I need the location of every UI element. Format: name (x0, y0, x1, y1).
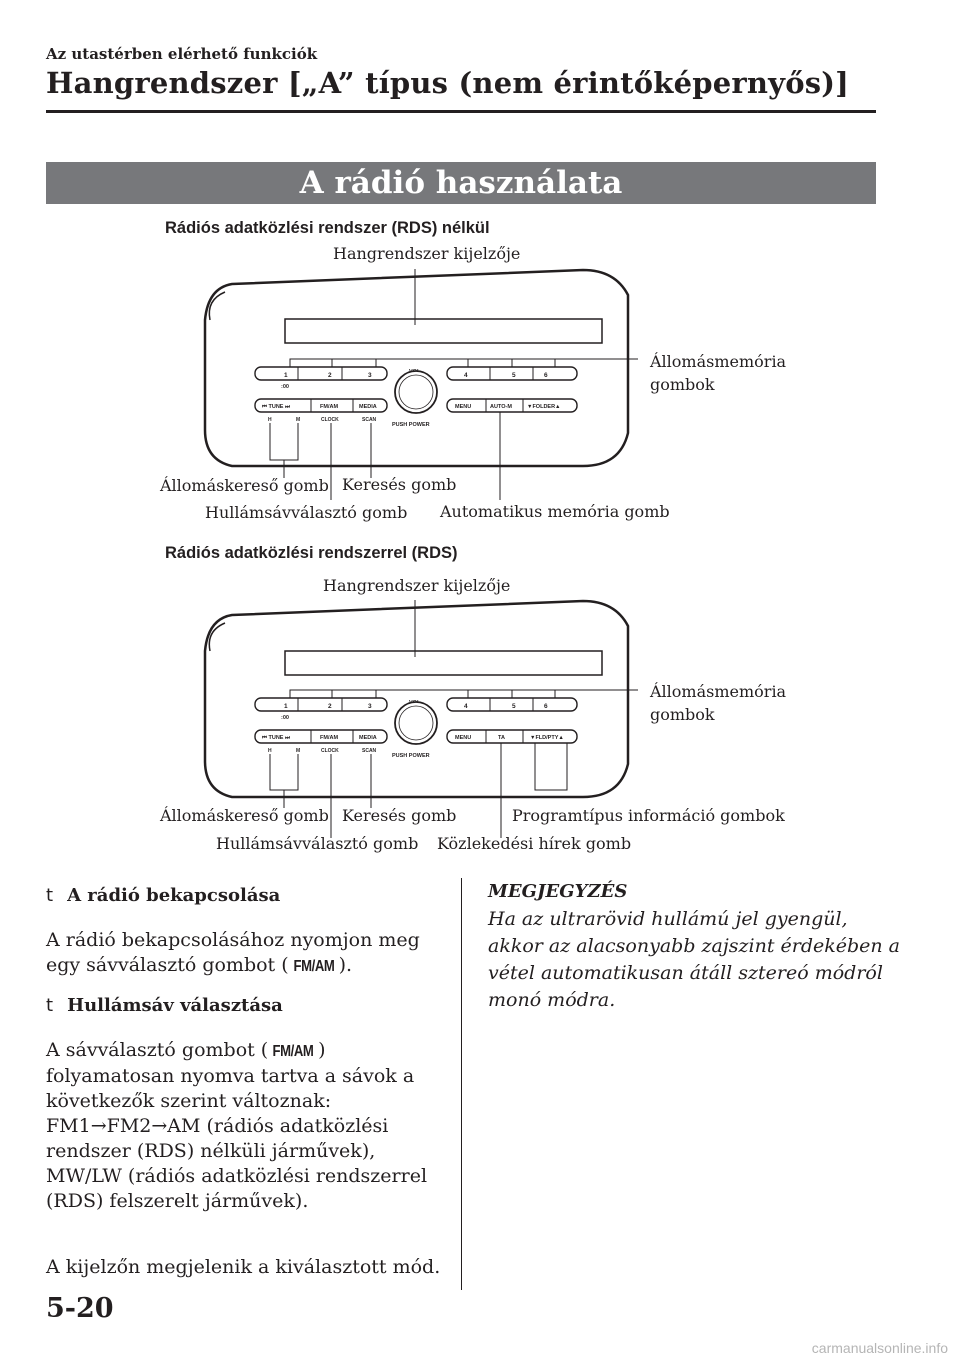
callout-pty: Programtípus információ gombok (512, 806, 785, 825)
sub-label-scan: SCAN (362, 748, 377, 754)
sub-label-m: M (296, 748, 301, 754)
tune-button[interactable]: ⏮ TUNE ⏭ (262, 404, 290, 410)
sub-label-clock: CLOCK (321, 417, 339, 423)
menu-button[interactable]: MENU (455, 404, 472, 410)
callout-tune: Állomáskereső gomb (160, 476, 329, 495)
preset-6-button[interactable]: 6 (544, 372, 548, 379)
figure-heading: Rádiós adatközlési rendszer (RDS) nélkül (165, 219, 490, 237)
callout-display: Hangrendszer kijelzője (333, 244, 521, 263)
preset-5-button[interactable]: 5 (512, 703, 516, 710)
auto-m-button[interactable]: AUTO-M (490, 404, 512, 410)
media-button[interactable]: MEDIA (359, 735, 377, 741)
push-power-label: PUSH POWER (392, 422, 430, 428)
sub-label-scan: SCAN (362, 417, 377, 423)
note-title: MEGJEGYZÉS (488, 881, 628, 902)
sub-label-clock: CLOCK (321, 748, 339, 754)
fm-am-button[interactable]: FM/AM (320, 404, 339, 410)
sub-label-00: :00 (281, 715, 289, 721)
band-final-line: A kijelzőn megjelenik a kiválasztott mód. (46, 1256, 441, 1278)
preset-1-button[interactable]: 1 (284, 703, 288, 710)
radio-diagram-rds (0, 540, 960, 870)
callout-scan: Keresés gomb (342, 475, 457, 494)
preset-1-button[interactable]: 1 (284, 372, 288, 379)
preset-4-button[interactable]: 4 (464, 703, 468, 710)
watermark: carmanualsonline.info (811, 1340, 948, 1356)
fld-pty-button[interactable]: ▼FLD/PTY▲ (530, 735, 564, 741)
power-on-paragraph: A rádió bekapcsolásához nyomjon meg egy sávválasztó gombot ( FM/AM ). (46, 928, 451, 979)
preset-6-button[interactable]: 6 (544, 703, 548, 710)
ta-button[interactable]: TA (498, 735, 505, 741)
preset-5-button[interactable]: 5 (512, 372, 516, 379)
preset-4-button[interactable]: 4 (464, 372, 468, 379)
preset-3-button[interactable]: 3 (368, 372, 372, 379)
sub-label-00: :00 (281, 384, 289, 390)
callout-scan: Keresés gomb (342, 806, 457, 825)
callout-presets: Állomásmemória (650, 682, 787, 701)
fm-am-key-glyph: FM/AM (272, 1043, 314, 1060)
folder-button[interactable]: ▼FOLDER▲ (527, 404, 561, 410)
preset-3-button[interactable]: 3 (368, 703, 372, 710)
note-text: Ha az ultrarövid hullámú jel gyengül, akkor az alacsonyabb zajszint érdekében a vétel automatikusan átáll sztereó módról monó módra. (488, 908, 900, 1011)
menu-button[interactable]: MENU (455, 735, 472, 741)
callout-band: Hullámsávválasztó gomb (205, 503, 408, 522)
preset-2-button[interactable]: 2 (328, 703, 332, 710)
push-power-label: PUSH POWER (392, 753, 430, 759)
callout-tune: Állomáskereső gomb (160, 806, 329, 825)
sub-label-m: M (296, 417, 301, 423)
callout-display: Hangrendszer kijelzője (323, 576, 511, 595)
section-heading-power-on: t A rádió bekapcsolása (46, 885, 281, 906)
volume-knob[interactable] (395, 371, 437, 413)
callout-band: Hullámsávválasztó gomb (216, 834, 419, 853)
callout-automem: Automatikus memória gomb (440, 502, 670, 521)
band-paragraph: A sávválasztó gombot ( FM/AM ) folyamatosan nyomva tartva a sávok a következők szerint változnak: FM1→FM2→AM (rádiós adatközlési rendszer (RDS) nélküli járművek), MW/LW (rádiós adatközlési rendszerrel (RDS) felszerelt járművek). (46, 1039, 428, 1212)
breadcrumb: Az utastérben elérhető funkciók (46, 45, 318, 63)
page-number: 5-20 (46, 1293, 114, 1324)
column-divider (461, 878, 462, 1290)
preset-2-button[interactable]: 2 (328, 372, 332, 379)
media-button[interactable]: MEDIA (359, 404, 377, 410)
callout-ta: Közlekedési hírek gomb (437, 834, 632, 853)
callout-presets: Állomásmemória (650, 352, 787, 371)
volume-knob[interactable] (395, 702, 437, 744)
sub-label-h: H (268, 748, 272, 754)
page-title: Hangrendszer [„A” típus (nem érintőképernyős)] (46, 66, 850, 100)
figure-heading: Rádiós adatközlési rendszerrel (RDS) (165, 544, 458, 562)
callout-presets-line2: gombok (650, 375, 715, 394)
fm-am-key-glyph: FM/AM (293, 958, 335, 975)
fm-am-button[interactable]: FM/AM (320, 735, 339, 741)
section-banner: A rádió használata (46, 162, 876, 204)
sub-label-h: H (268, 417, 272, 423)
tune-button[interactable]: ⏮ TUNE ⏭ (262, 735, 290, 741)
callout-presets-line2: gombok (650, 705, 715, 724)
radio-diagram-no-rds (0, 0, 960, 540)
section-heading-band: t Hullámsáv választása (46, 995, 283, 1016)
